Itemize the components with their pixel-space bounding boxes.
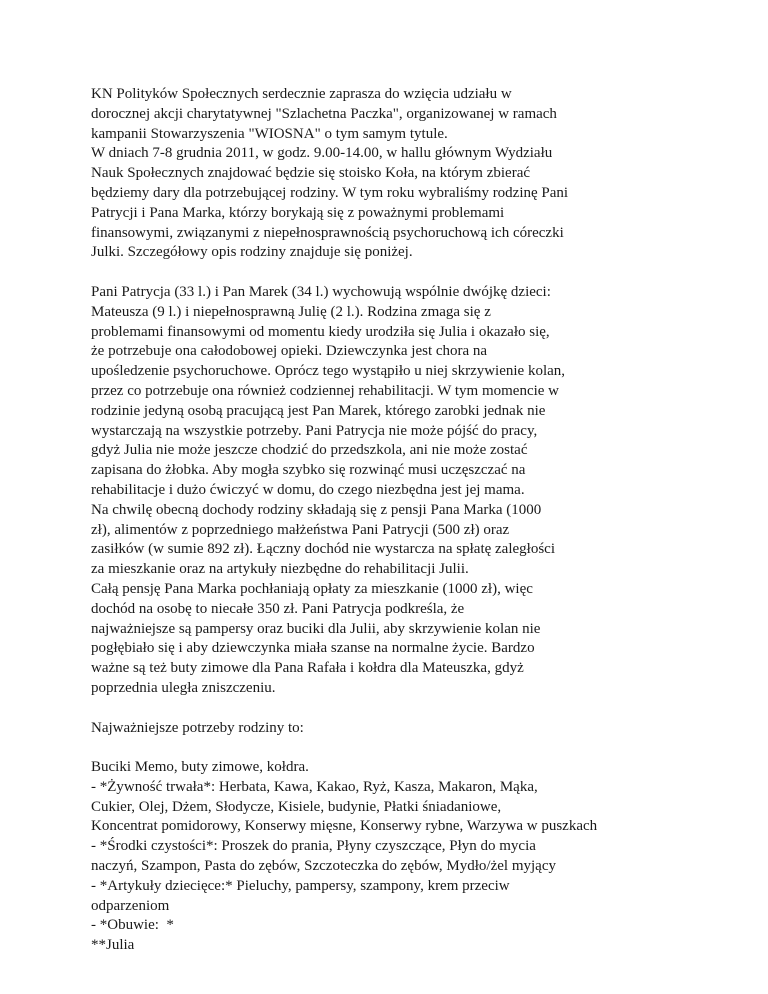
text-line: **Julia <box>91 937 135 954</box>
needs-list <box>91 758 761 956</box>
text-line: Najważniejsze potrzeby rodziny to: <box>91 719 304 736</box>
text-line: rodzinie jedyną osobą pracującą jest Pan Marek, którego zarobki jednak nie <box>91 402 546 419</box>
text-line: zapisana do żłobka. Aby mogła szybko się rozwinąć musi uczęszczać na <box>91 462 526 479</box>
text-line: Mateusza (9 l.) i niepełnosprawną Julię (2 l.). Rodzina zmaga się z <box>91 303 491 320</box>
text-line: Na chwilę obecną dochody rodziny składają się z pensji Pana Marka (1000 <box>91 501 542 518</box>
text-line: Pani Patrycja (33 l.) i Pan Marek (34 l.) wychowują wspólnie dwójkę dzieci: <box>91 283 551 300</box>
text-line: problemami finansowymi od momentu kiedy urodziła się Julia i okazało się, <box>91 323 550 340</box>
text-line: Cukier, Olej, Dżem, Słodycze, Kisiele, budynie, Płatki śniadaniowe, <box>91 798 502 815</box>
text-line: ważne są też buty zimowe dla Pana Rafała i kołdra dla Mateuszka, gdyż <box>91 660 524 677</box>
text-line: dochód na osobę to niecałe 350 zł. Pani Patrycja podkreśla, że <box>91 600 465 617</box>
text-line: zł), alimentów z poprzedniego małżeństwa Pani Patrycji (500 zł) oraz <box>91 521 510 538</box>
text-line: za mieszkanie oraz na artykuły niezbędne do rehabilitacji Julii. <box>91 561 469 578</box>
text-line: Całą pensję Pana Marka pochłaniają opłaty za mieszkanie (1000 zł), więc <box>91 580 533 597</box>
text-line: pogłębiało się i aby dziewczynka miała szanse na normalne życie. Bardzo <box>91 640 535 657</box>
text-line: zasiłków (w sumie 892 zł). Łączny dochód nie wystarcza na spłatę zaległości <box>91 541 555 558</box>
text-line: wystarczają na wszystkie potrzeby. Pani Patrycja nie może pójść do pracy, <box>91 422 538 439</box>
text-line: najważniejsze są pampersy oraz buciki dla Julii, aby skrzywienie kolan nie <box>91 620 541 637</box>
document-body <box>91 85 761 976</box>
text-line: Buciki Memo, buty zimowe, kołdra. <box>91 759 309 776</box>
text-line: Julki. Szczegółowy opis rodziny znajduje się poniżej. <box>91 244 413 261</box>
text-line: - *Środki czystości*: Proszek do prania, Płyny czyszczące, Płyn do mycia <box>91 838 536 855</box>
family-description-paragraph <box>91 283 761 699</box>
text-line: naczyń, Szampon, Pasta do zębów, Szczoteczka do zębów, Mydło/żel myjący <box>91 858 556 875</box>
text-line: przez co potrzebuje ona również codziennej rehabilitacji. W tym momencie w <box>91 382 560 399</box>
text-line: rehabilitacje i dużo ćwiczyć w domu, do czego niezbędna jest jej mama. <box>91 481 525 498</box>
text-line: - *Żywność trwała*: Herbata, Kawa, Kakao, Ryż, Kasza, Makaron, Mąka, <box>91 778 538 795</box>
text-line: Nauk Społecznych znajdować będzie się stoisko Koła, na którym zbierać <box>91 165 531 182</box>
text-line: gdyż Julia nie może jeszcze chodzić do przedszkola, ani nie może zostać <box>91 442 528 459</box>
text-line: że potrzebuje ona całodobowej opieki. Dziewczynka jest chora na <box>91 343 488 360</box>
text-line: Koncentrat pomidorowy, Konserwy mięsne, Konserwy rybne, Warzywa w puszkach <box>91 818 598 835</box>
text-line: KN Polityków Społecznych serdecznie zaprasza do wzięcia udziału w <box>91 86 512 102</box>
text-line: odparzeniom <box>91 897 170 914</box>
text-line: upośledzenie psychoruchowe. Oprócz tego wystąpiło u niej skrzywienie kolan, <box>91 363 566 380</box>
text-line: - *Obuwie: * <box>91 917 174 934</box>
text-line: poprzednia uległa zniszczeniu. <box>91 679 276 696</box>
text-line: będziemy dary dla potrzebującej rodziny. W tym roku wybraliśmy rodzinę Pani <box>91 184 569 201</box>
text-line: dorocznej akcji charytatywnej "Szlachetna Paczka", organizowanej w ramach <box>91 105 557 122</box>
text-line: finansowymi, związanymi z niepełnosprawnością psychoruchową ich córeczki <box>91 224 564 241</box>
text-line: - *Artykuły dziecięce:* Pieluchy, pampersy, szampony, krem przeciw <box>91 877 510 894</box>
text-line: Patrycji i Pana Marka, którzy borykają się z poważnymi problemami <box>91 204 505 221</box>
text-line: W dniach 7-8 grudnia 2011, w godz. 9.00-14.00, w hallu głównym Wydziału <box>91 145 553 162</box>
needs-heading <box>91 719 761 739</box>
text-line: kampanii Stowarzyszenia "WIOSNA" o tym samym tytule. <box>91 125 448 142</box>
intro-paragraph <box>91 85 761 263</box>
